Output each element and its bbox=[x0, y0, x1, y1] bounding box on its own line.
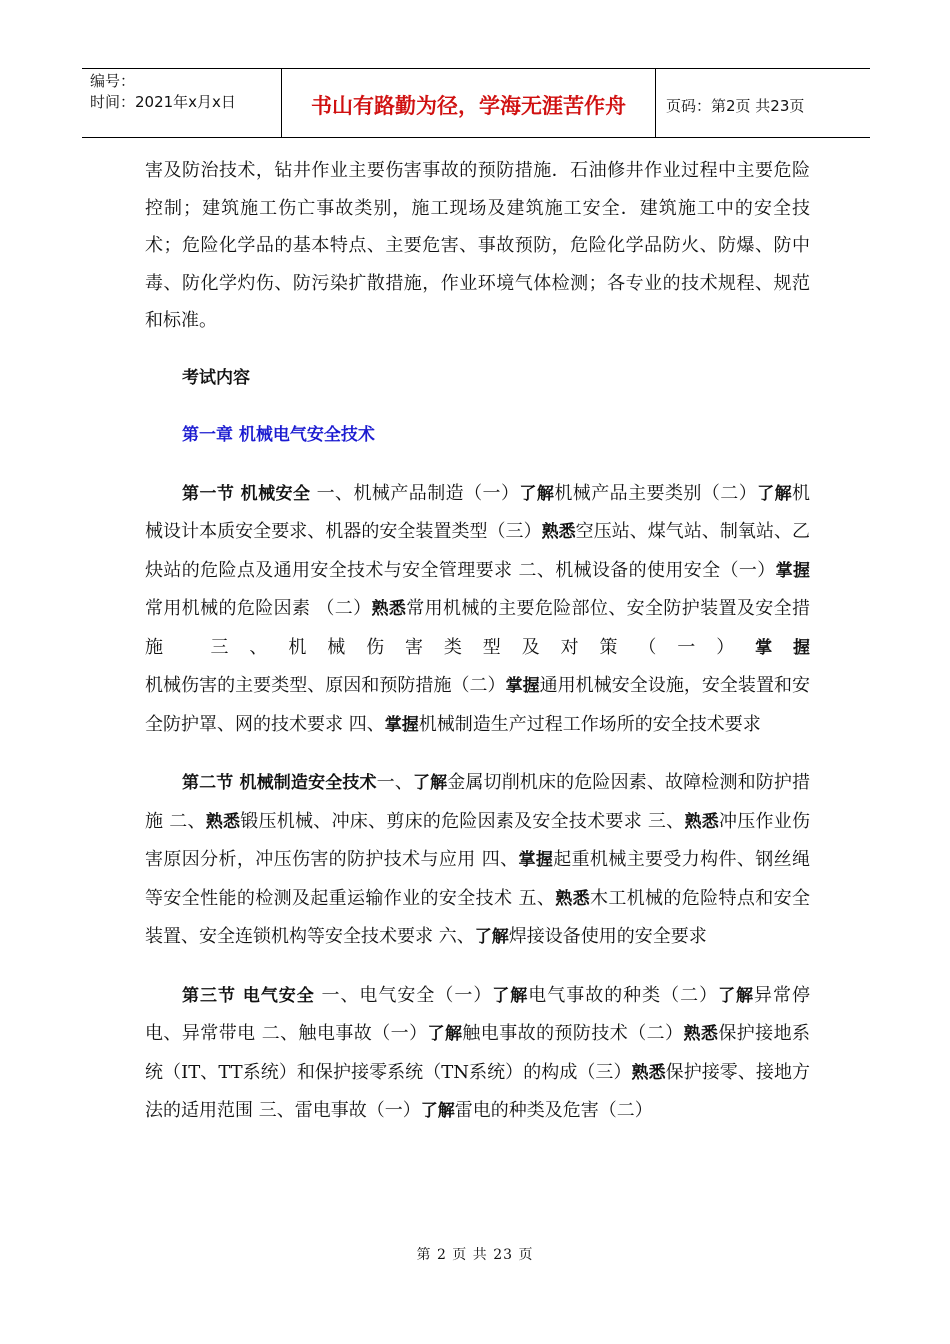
section-text: 常用机械的主要危险部位、安全防护装置及安全措施 三、机械伤害类型及对策（一） bbox=[145, 598, 811, 658]
section-text: 通用机械安全设施，安全装置和安全防护罩、网的技术要求 四、 bbox=[145, 675, 811, 735]
document-number-label: 编号： bbox=[90, 72, 136, 90]
header-meta bbox=[82, 69, 282, 137]
keyword-emphasis: 熟悉 bbox=[683, 1024, 719, 1044]
keyword-emphasis: 了解 bbox=[427, 1024, 463, 1044]
section-title: 第三节 电气安全 bbox=[182, 985, 315, 1006]
section-text: 触电事故的预防技术（二） bbox=[462, 1023, 684, 1044]
section-text: 一、电气安全（一） bbox=[314, 984, 493, 1006]
section-text: 空压站、煤气站、制氧站、乙炔站的危险点及通用安全技术与安全管理要求 二、机械设备的使用安全（一） bbox=[145, 521, 811, 581]
section-body bbox=[145, 483, 810, 735]
keyword-emphasis: 了解 bbox=[757, 483, 793, 504]
keyword-emphasis: 了解 bbox=[492, 985, 529, 1006]
document-body bbox=[145, 152, 810, 1131]
document-date: 时间：2021年x月x日 bbox=[90, 93, 236, 111]
keyword-emphasis: 了解 bbox=[718, 985, 755, 1006]
keyword-emphasis: 熟悉 bbox=[631, 1062, 666, 1083]
keyword-emphasis: 掌握 bbox=[755, 637, 810, 658]
section-text: 机械产品主要类别（二） bbox=[554, 482, 758, 504]
keyword-emphasis: 熟悉 bbox=[555, 888, 590, 909]
exam-content-heading: 考试内容 bbox=[182, 367, 250, 388]
page-header bbox=[82, 68, 870, 138]
keyword-emphasis: 掌握 bbox=[518, 850, 554, 870]
keyword-emphasis: 了解 bbox=[519, 483, 555, 504]
section-text: 雷电的种类及危害（二） bbox=[454, 1100, 653, 1121]
section-title: 第一节 机械安全 bbox=[182, 483, 311, 504]
section-paragraph bbox=[145, 475, 810, 745]
section-text: 机械伤害的主要类型、原因和预防措施（二） bbox=[145, 675, 506, 696]
section-text: 冲压作业伤害原因分析，冲压伤害的防护技术与应用 四、 bbox=[145, 810, 810, 870]
keyword-emphasis: 了解 bbox=[474, 927, 509, 947]
section-text: 异常停电、异常带电 二、触电事故（一） bbox=[145, 984, 811, 1044]
header-motto: 书山有路勤为径，学海无涯苦作舟 bbox=[282, 69, 656, 137]
keyword-emphasis: 了解 bbox=[412, 773, 448, 793]
keyword-emphasis: 掌握 bbox=[505, 676, 540, 696]
section-text: 保护接地系统（IT、TT系统）和保护接零系统（TN系统）的构成（三） bbox=[145, 1023, 811, 1083]
keyword-emphasis: 掌握 bbox=[384, 714, 419, 735]
keyword-emphasis: 熟悉 bbox=[205, 811, 241, 832]
keyword-emphasis: 掌握 bbox=[775, 560, 811, 581]
section-paragraph bbox=[145, 764, 810, 957]
section-text: 保护接零、接地方法的适用范围 三、雷电事故（一） bbox=[145, 1061, 811, 1121]
page-footer: 第 2 页 共 23 页 bbox=[416, 1247, 534, 1263]
section-text: 焊接设备使用的安全要求 bbox=[508, 926, 707, 947]
section-text: 机械制造生产过程工作场所的安全技术要求 bbox=[418, 713, 761, 735]
section-text: 一、 bbox=[376, 772, 413, 793]
section-text: 起重机械主要受力构件、钢丝绳等安全性能的检测及起重运输作业的安全技术 五、 bbox=[145, 849, 811, 909]
section-text: 金属切削机床的危险因素、故障检测和防护措施 二、 bbox=[145, 772, 811, 832]
chapter-heading: 第一章 机械电气安全技术 bbox=[182, 425, 375, 445]
section-text: 机械设计本质安全要求、机器的安全装置类型（三） bbox=[145, 482, 811, 542]
section-text: 锻压机械、冲床、剪床的危险因素及安全技术要求 三、 bbox=[240, 810, 685, 832]
section-title: 第二节 机械制造安全技术 bbox=[182, 773, 377, 793]
section-paragraph bbox=[145, 977, 810, 1131]
section-text: 常用机械的危险因素 （二） bbox=[145, 598, 372, 619]
header-page-info: 页码：第2页 共23页 bbox=[666, 96, 805, 115]
section-text: 一、机械产品制造（一） bbox=[310, 482, 520, 504]
section-body bbox=[145, 772, 810, 947]
keyword-emphasis: 熟悉 bbox=[541, 522, 576, 542]
section-text: 木工机械的危险特点和安全装置、安全连锁机构等安全技术要求 六、 bbox=[145, 887, 811, 947]
section-text: 电气事故的种类（二） bbox=[528, 984, 719, 1006]
keyword-emphasis: 熟悉 bbox=[684, 811, 719, 832]
keyword-emphasis: 熟悉 bbox=[371, 599, 407, 619]
keyword-emphasis: 了解 bbox=[420, 1101, 455, 1121]
intro-paragraph: 害及防治技术，钻井作业主要伤害事故的预防措施．石油修井作业过程中主要危险控制；建筑施工伤亡事故类别，施工现场及建筑施工安全．建筑施工中的安全技术；危险化学品的基本特点、主要危害、事故预防，危险化学品防火、防爆、防中毒、防化学灼伤、防污染扩散措施，作业环境气体检测；各专业的技术规程、规范和标准。 bbox=[145, 160, 810, 331]
